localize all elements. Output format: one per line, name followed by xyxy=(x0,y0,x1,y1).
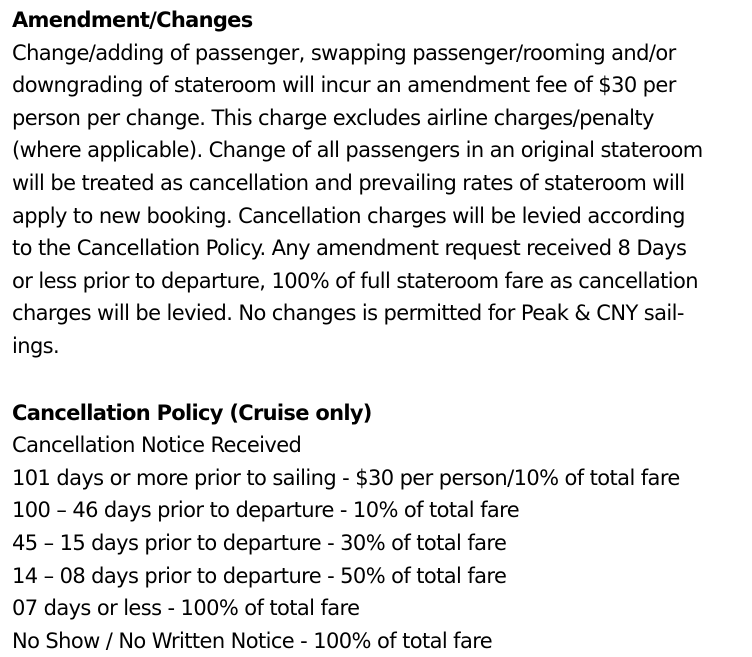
amendment-text-line: charges will be levied. No changes is permitted for Peak & CNY sail- xyxy=(12,301,684,326)
amendment-text-line: will be treated as cancellation and prevailing rates of stateroom will xyxy=(12,170,685,195)
amendment-text-line: ings. xyxy=(12,333,60,358)
section-spacer xyxy=(12,363,748,397)
amendment-text-line: downgrading of stateroom will incur an amendment fee of $30 per xyxy=(12,73,676,98)
amendment-text-line: apply to new booking. Cancellation charges will be levied according xyxy=(12,203,685,228)
amendment-heading: Amendment/Changes xyxy=(12,8,253,32)
amendment-text-line: or less prior to departure, 100% of full stateroom fare as cancellation xyxy=(12,268,698,293)
amendment-text-line: (where applicable). Change of all passengers in an original stateroom xyxy=(12,138,703,163)
cancellation-rule: 100 – 46 days prior to departure - 10% of total fare xyxy=(12,498,520,523)
cancellation-rule: 45 – 15 days prior to departure - 30% of total fare xyxy=(12,530,507,555)
amendment-text-line: person per change. This charge excludes airline charges/penalty xyxy=(12,105,654,130)
cancellation-rule: 07 days or less - 100% of total fare xyxy=(12,596,360,621)
document-body xyxy=(12,4,748,657)
amendment-text-line: to the Cancellation Policy. Any amendment request received 8 Days xyxy=(12,236,687,261)
cancellation-rule: 101 days or more prior to sailing - $30 per person/10% of total fare xyxy=(12,465,680,490)
cancellation-heading: Cancellation Policy (Cruise only) xyxy=(12,400,372,425)
cancellation-rule: 14 – 08 days prior to departure - 50% of total fare xyxy=(12,563,507,588)
cancellation-rule: No Show / No Written Notice - 100% of total fare xyxy=(12,628,493,653)
amendment-section xyxy=(12,4,748,363)
amendment-text-line: Change/adding of passenger, swapping passenger/rooming and/or xyxy=(12,40,676,65)
cancellation-subheading: Cancellation Notice Received xyxy=(12,433,302,458)
cancellation-section xyxy=(12,397,748,657)
